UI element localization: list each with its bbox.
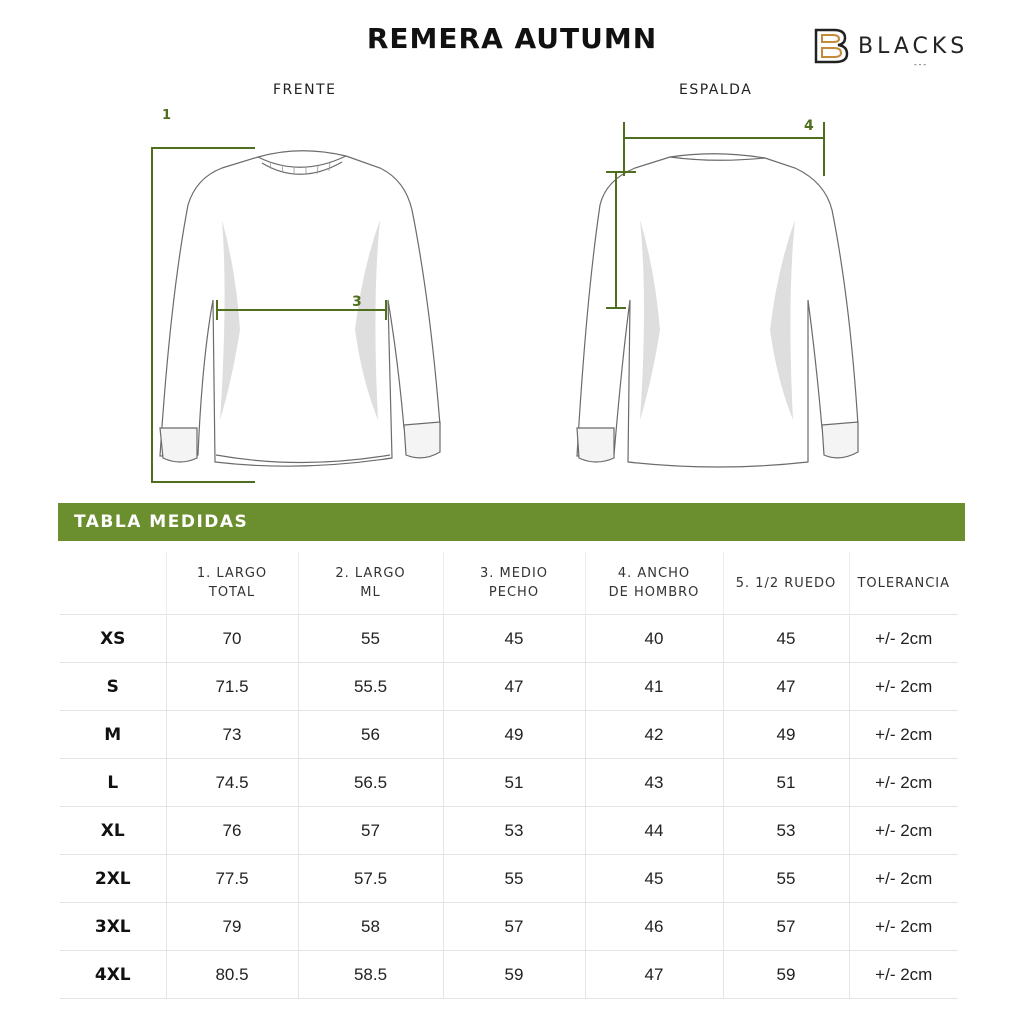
- medio-ruedo-cell: 55: [723, 855, 849, 903]
- ancho-hombro-cell: 45: [585, 855, 723, 903]
- largo-ml-cell: 58: [298, 903, 443, 951]
- largo-ml-cell: 57: [298, 807, 443, 855]
- medio-ruedo-cell: 53: [723, 807, 849, 855]
- back-shirt-drawing: [577, 154, 858, 467]
- ancho-hombro-cell: 41: [585, 663, 723, 711]
- size-table: [60, 552, 958, 999]
- medio-pecho-cell: 59: [443, 951, 585, 999]
- medio-pecho-cell: 45: [443, 615, 585, 663]
- back-view-label: ESPALDA: [679, 82, 753, 98]
- tolerancia-cell: +/- 2cm: [849, 903, 958, 951]
- medio-ruedo-cell: 51: [723, 759, 849, 807]
- size-column-header: [60, 552, 166, 615]
- medio-ruedo-cell: 45: [723, 615, 849, 663]
- size-cell: S: [60, 663, 166, 711]
- largo-ml-cell: 56.5: [298, 759, 443, 807]
- tolerancia-cell: +/- 2cm: [849, 807, 958, 855]
- tolerancia-header: TOLERANCIA: [849, 552, 958, 615]
- table-row: [60, 663, 958, 711]
- table-row: [60, 807, 958, 855]
- medio-pecho-cell: 49: [443, 711, 585, 759]
- medio-ruedo-cell: 47: [723, 663, 849, 711]
- brand-dots: ---: [914, 60, 928, 69]
- medio-ruedo-header: 5. 1/2 RUEDO: [723, 552, 849, 615]
- medio-pecho-cell: 51: [443, 759, 585, 807]
- largo-ml-cell: 55: [298, 615, 443, 663]
- size-cell: M: [60, 711, 166, 759]
- size-cell: L: [60, 759, 166, 807]
- size-table-header-row: [60, 552, 958, 615]
- largo-ml-cell: 55.5: [298, 663, 443, 711]
- marker-4: 4: [804, 118, 814, 134]
- marker-1: 1: [162, 108, 172, 123]
- size-cell: 4XL: [60, 951, 166, 999]
- medio-ruedo-cell: 59: [723, 951, 849, 999]
- tolerancia-cell: +/- 2cm: [849, 759, 958, 807]
- largo-ml-cell: 58.5: [298, 951, 443, 999]
- ancho-hombro-cell: 43: [585, 759, 723, 807]
- ancho-hombro-cell: 44: [585, 807, 723, 855]
- medio-ruedo-cell: 49: [723, 711, 849, 759]
- largo-total-cell: 73: [166, 711, 298, 759]
- largo-total-cell: 71.5: [166, 663, 298, 711]
- ancho-hombro-cell: 46: [585, 903, 723, 951]
- table-row: [60, 951, 958, 999]
- size-table-title: TABLA MEDIDAS: [74, 512, 249, 532]
- size-cell: 3XL: [60, 903, 166, 951]
- size-cell: XL: [60, 807, 166, 855]
- marker-3: 3: [352, 294, 362, 310]
- ancho-hombro-cell: 40: [585, 615, 723, 663]
- largo-total-cell: 76: [166, 807, 298, 855]
- table-row: [60, 903, 958, 951]
- garment-illustration: [0, 0, 1024, 500]
- medio-pecho-header: 3. MEDIO PECHO: [443, 552, 585, 615]
- brand-name: BLACKS: [858, 34, 969, 59]
- medio-pecho-cell: 53: [443, 807, 585, 855]
- largo-total-cell: 80.5: [166, 951, 298, 999]
- largo-ml-cell: 56: [298, 711, 443, 759]
- size-table-header-band: [58, 503, 965, 541]
- front-view-label: FRENTE: [273, 82, 337, 98]
- largo-total-cell: 77.5: [166, 855, 298, 903]
- front-shirt-drawing: [160, 151, 440, 466]
- size-cell: 2XL: [60, 855, 166, 903]
- largo-total-cell: 79: [166, 903, 298, 951]
- medio-ruedo-cell: 57: [723, 903, 849, 951]
- table-row: [60, 615, 958, 663]
- table-row: [60, 711, 958, 759]
- tolerancia-cell: +/- 2cm: [849, 855, 958, 903]
- table-row: [60, 759, 958, 807]
- medio-pecho-cell: 55: [443, 855, 585, 903]
- largo-total-cell: 70: [166, 615, 298, 663]
- table-row: [60, 855, 958, 903]
- ancho-hombro-cell: 47: [585, 951, 723, 999]
- largo-ml-header: 2. LARGO ML: [298, 552, 443, 615]
- largo-ml-cell: 57.5: [298, 855, 443, 903]
- medio-pecho-cell: 47: [443, 663, 585, 711]
- size-cell: XS: [60, 615, 166, 663]
- page-title: REMERA AUTUMN: [366, 22, 658, 55]
- tolerancia-cell: +/- 2cm: [849, 711, 958, 759]
- medio-pecho-cell: 57: [443, 903, 585, 951]
- tolerancia-cell: +/- 2cm: [849, 615, 958, 663]
- tolerancia-cell: +/- 2cm: [849, 951, 958, 999]
- ancho-hombro-header: 4. ANCHO DE HOMBRO: [585, 552, 723, 615]
- largo-total-header: 1. LARGO TOTAL: [166, 552, 298, 615]
- tolerancia-cell: +/- 2cm: [849, 663, 958, 711]
- largo-total-cell: 74.5: [166, 759, 298, 807]
- ancho-hombro-cell: 42: [585, 711, 723, 759]
